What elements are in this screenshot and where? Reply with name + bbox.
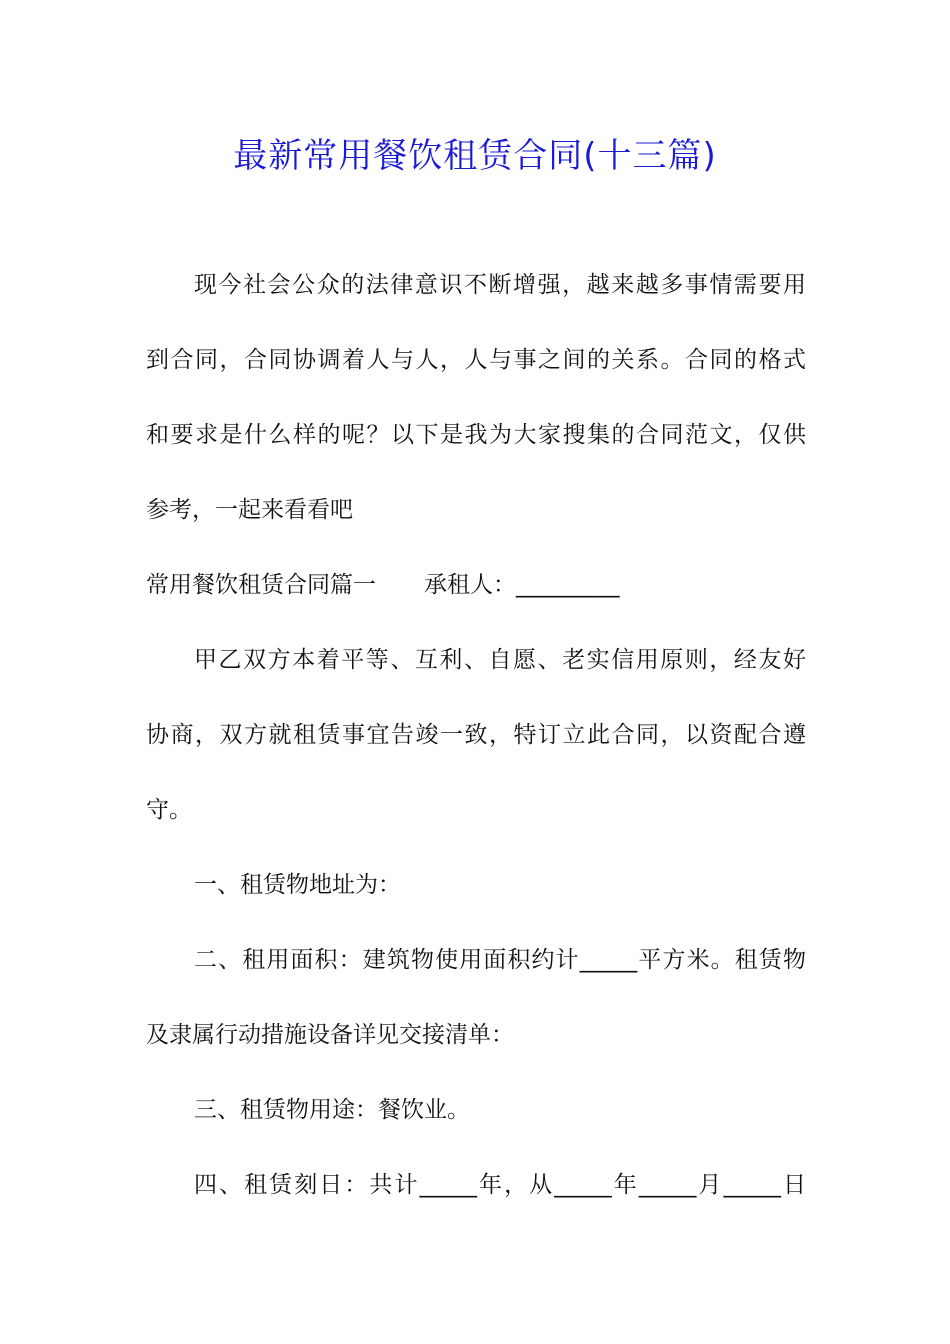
clause-line: 及隶属行动措施设备详见交接清单： bbox=[146, 1022, 514, 1048]
paragraph-line: 协商，双方就租赁事宜告竣一致，特订立此合同，以资配合遵 bbox=[146, 722, 806, 748]
clause-line: 一、租赁物地址为： bbox=[194, 872, 401, 898]
paragraph-line: 到合同，合同协调着人与人，人与事之间的关系。合同的格式 bbox=[146, 347, 806, 373]
clause-line: 三、租赁物用途：餐饮业。 bbox=[194, 1097, 470, 1123]
paragraph-line: 现今社会公众的法律意识不断增强，越来越多事情需要用 bbox=[194, 272, 806, 298]
tenant-field: 承租人：_________ bbox=[424, 572, 620, 598]
section-heading-line bbox=[146, 570, 620, 600]
paragraph-line: 甲乙双方本着平等、互利、自愿、老实信用原则，经友好 bbox=[194, 647, 806, 673]
clause-line: 二、租用面积：建筑物使用面积约计_____平方米。租赁物 bbox=[194, 947, 806, 973]
document-title: 最新常用餐饮租赁合同(十三篇) bbox=[233, 136, 717, 176]
clause-line: 四、租赁刻日：共计_____年，从_____年_____月_____日 bbox=[194, 1172, 806, 1198]
paragraph-line: 参考，一起来看看吧 bbox=[146, 497, 353, 523]
section-heading: 常用餐饮租赁合同篇一 bbox=[146, 572, 376, 598]
paragraph-line: 守。 bbox=[146, 797, 192, 823]
paragraph-line: 和要求是什么样的呢？以下是我为大家搜集的合同范文，仅供 bbox=[146, 422, 806, 448]
